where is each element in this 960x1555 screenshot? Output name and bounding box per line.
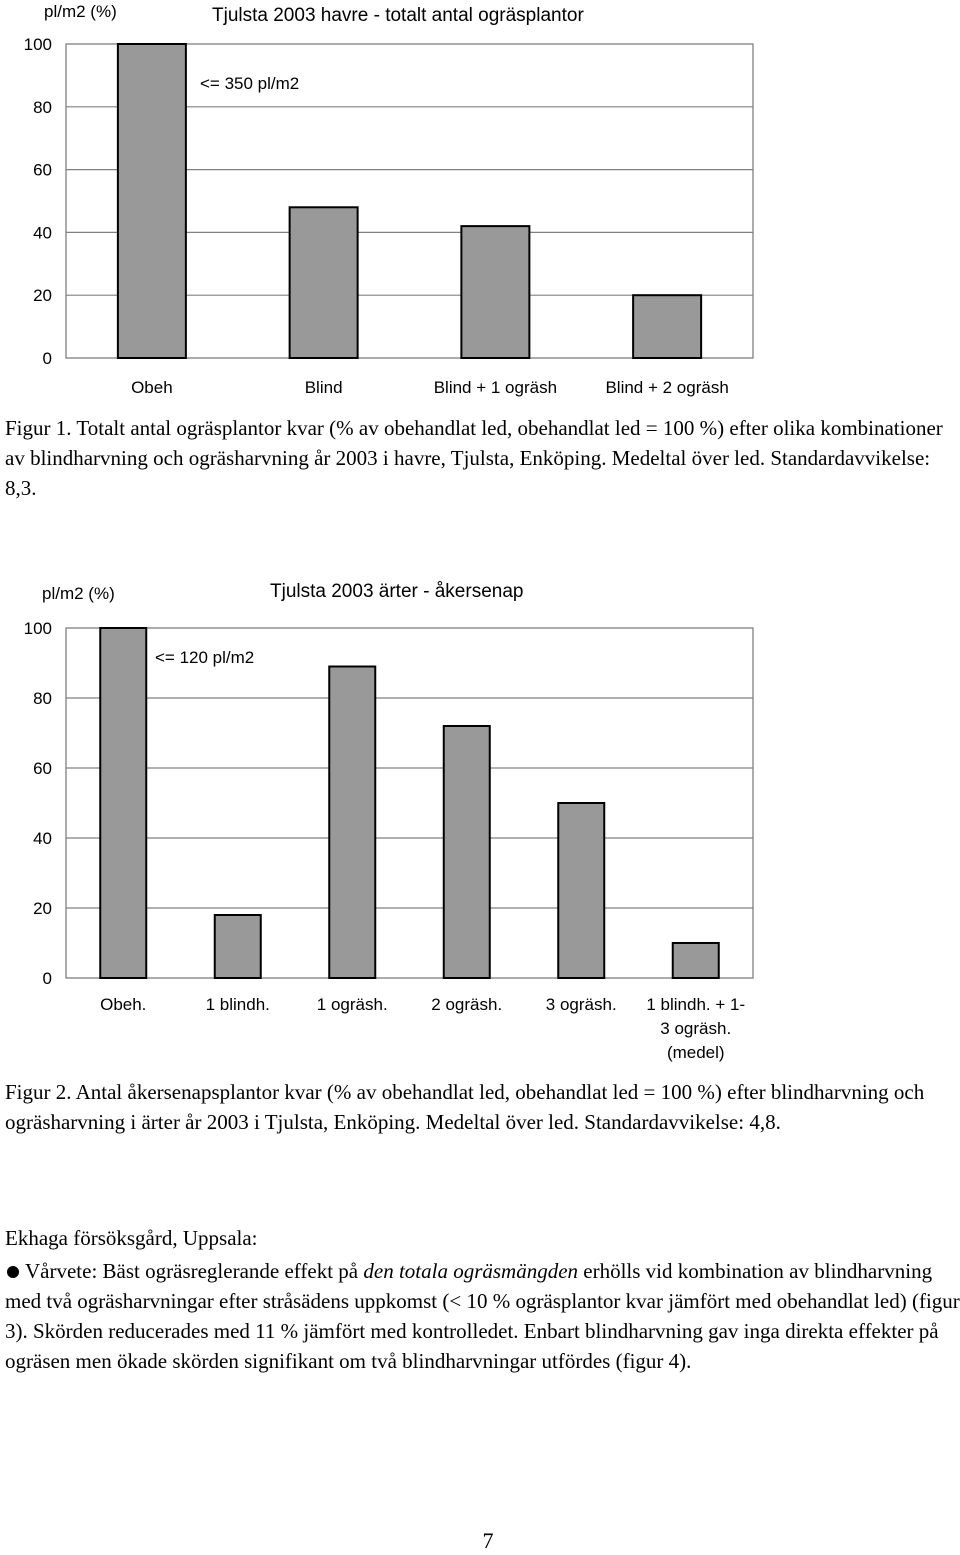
section-heading: Ekhaga försöksgård, Uppsala: (5, 1226, 258, 1250)
x-tick-label: Blind + 1 ogräsh (433, 378, 558, 397)
y-tick-label: 80 (33, 689, 52, 708)
chart-2 (0, 570, 960, 1070)
bar (444, 726, 490, 978)
bar (100, 628, 146, 978)
chart-2-title: Tjulsta 2003 ärter - åkersenap (270, 581, 524, 602)
y-tick-label: 0 (42, 349, 52, 368)
x-tick-label: Blind + 2 ogräsh (605, 378, 729, 397)
y-tick-label: 100 (23, 35, 52, 54)
y-tick-label: 100 (23, 619, 52, 638)
bar (118, 44, 186, 358)
y-tick-label: 60 (33, 759, 52, 778)
bullet-text-end: erhölls vid kombination av blindharvning med två ogräsharvningar efter stråsädens uppkomst (< 10 % ogräsplantor kvar jämfört med obehandlat led) (figur 3). Skörden reducerades med 11 % jämfört med kontrolledet. Enbart blindharvning gav inga direkta effekter på ogräsen men ökade skörden signifikant om två blindharvningar utfördes (figur 4). (5, 1259, 960, 1373)
x-tick-label: Blind (304, 378, 343, 397)
x-tick-label: 3 ogräsh. (545, 995, 617, 1014)
y-tick-label: 20 (33, 899, 52, 918)
figure-1-caption: Figur 1. Totalt antal ogräsplantor kvar (% av obehandlat led, obehandlat led = 100 %) efter olika kombinationer av blindharvning och ogräsharvning år 2003 i havre, Tjulsta, Enköping. Medeltal över led. Standardavvikelse: 8,3. (5, 416, 943, 500)
y-tick-label: 40 (33, 829, 52, 848)
bar (673, 943, 719, 978)
chart-2-plot-frame (66, 628, 753, 978)
bar (290, 207, 358, 358)
x-tick-label: Obeh. (100, 995, 147, 1014)
x-tick-label: 1 blindh. (205, 995, 270, 1014)
bar (461, 226, 529, 358)
bar (558, 803, 604, 978)
x-tick-label: 1 ogräsh. (316, 995, 388, 1014)
bar (215, 915, 261, 978)
bullet-item (5, 1256, 960, 1376)
page-number: 7 (482, 1528, 494, 1553)
y-tick-label: 40 (33, 223, 52, 243)
chart-2-note: <= 120 pl/m2 (155, 648, 255, 667)
y-tick-label: 20 (33, 286, 52, 306)
y-tick-label: 60 (33, 160, 52, 180)
chart-1-note: <= 350 pl/m2 (200, 74, 300, 93)
bullet-text-emphasis: den totala ogräsmängden (363, 1259, 579, 1283)
x-tick-label: Obeh (131, 378, 173, 397)
chart-1-unit-label: pl/m2 (%) (44, 2, 117, 21)
chart-2-unit-label: pl/m2 (%) (42, 584, 115, 603)
bullet-icon (7, 1266, 19, 1278)
chart-1 (0, 0, 960, 405)
bar (329, 667, 375, 979)
bar (633, 295, 701, 358)
y-tick-label: 80 (33, 97, 52, 117)
figure-2-caption: Figur 2. Antal åkersenapsplantor kvar (% av obehandlat led, obehandlat led = 100 %) efter blindharvning och ogräsharvning i ärter år 2003 i Tjulsta, Enköping. Medeltal över led. Standardavvikelse: 4,8. (5, 1080, 925, 1134)
y-tick-label: 0 (42, 969, 52, 988)
chart-1-title: Tjulsta 2003 havre - totalt antal ogräsplantor (212, 5, 584, 26)
x-tick-label: 2 ogräsh. (431, 995, 503, 1014)
x-tick-label: 1 blindh. + 1-3 ogräsh. (medel) (646, 995, 746, 1062)
bullet-text-start: Vårvete: Bäst ogräsreglerande effekt på (25, 1259, 364, 1283)
